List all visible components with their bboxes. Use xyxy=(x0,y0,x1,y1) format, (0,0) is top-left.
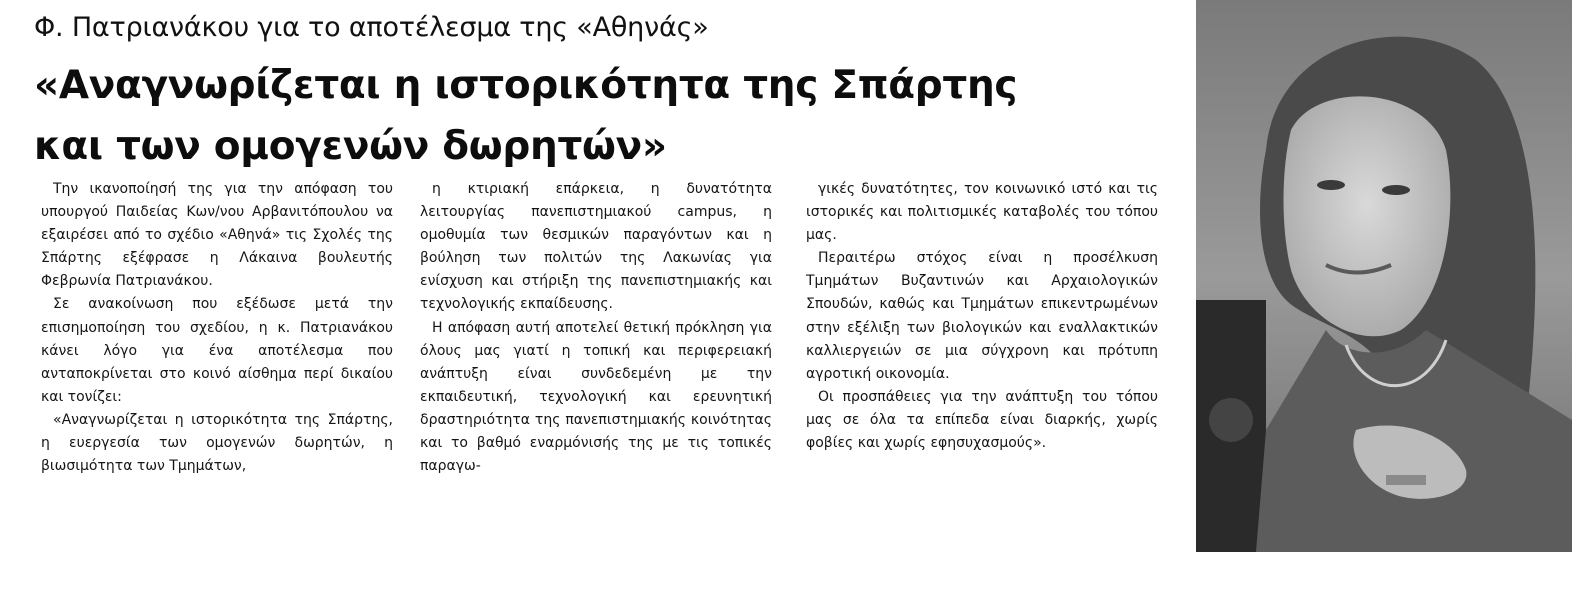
headline-line-1: «Αναγνωρίζεται η ιστορικότητα της Σπάρτης xyxy=(34,63,1018,108)
paragraph: Η απόφαση αυτή αποτελεί θετική πρόκληση για όλους μας γιατί η τοπική και περιφερειακή ανάπτυξη είναι συνδεδεμένη με την εκπαιδευτική, τεχνολογική και ερευνητική δραστηριότητα της πανεπιστημιακής κοινότητας και το βαθμό εναρμόνισής της με τις τοπικές παραγω- xyxy=(420,319,772,475)
paragraph: Οι προσπάθειες για την ανάπτυξη του τόπου μας σε όλα τα επίπεδα είναι διαρκής, χωρίς φοβίες και χωρίς εφησυχασμούς». xyxy=(806,388,1158,452)
paragraph: Την ικανοποίησή της για την απόφαση του υπουργού Παιδείας Κων/νου Αρβανιτόπουλου να εξαιρέσει από το σχέδιο «Αθηνά» τις Σχολές της Σπάρτης εξέφρασε η Λάκαινα βουλευτής Φεβρωνία Πατριανάκου. xyxy=(41,181,393,290)
portrait-photo xyxy=(1196,0,1572,552)
article-column-1 xyxy=(41,178,393,478)
paragraph: «Αναγνωρίζεται η ιστορικότητα της Σπάρτης, η ευεργεσία των ομογενών δωρητών, η βιωσιμότητα των Τμημάτων, xyxy=(41,411,393,475)
article-column-3 xyxy=(806,178,1158,455)
paragraph: Σε ανακοίνωση που εξέδωσε μετά την επισημοποίηση του σχεδίου, η κ. Πατριανάκου κάνει λόγο για ένα αποτέλεσμα που ανταποκρίνεται στο κοινό αίσθημα περί δικαίου και τονίζει: xyxy=(41,296,393,405)
paragraph: η κτιριακή επάρκεια, η δυνατότητα λειτουργίας πανεπιστημιακού campus, η ομοθυμία των θεσμικών παραγόντων και η βούληση των πολιτών της Λακωνίας για ενίσχυση και στήριξη της πανεπιστημιακής και τεχνολογικής εκπαίδευσης. xyxy=(420,181,772,313)
paragraph: Περαιτέρω στόχος είναι η προσέλκυση Τμημάτων Βυζαντινών και Αρχαιολογικών Σπουδών, καθώς και Τμημάτων επικεντρωμένων στην εξέλιξη των βιολογικών και εναλλακτικών καλλιεργειών σε μια σύγχρονη και πρότυπη αγροτική οικονομία. xyxy=(806,250,1158,382)
paragraph: γικές δυνατότητες, τον κοινωνικό ιστό και τις ιστορικές και πολιτισμικές καταβολές του τόπου μας. xyxy=(806,181,1158,244)
article-column-2 xyxy=(420,178,772,478)
headline xyxy=(34,55,1017,177)
kicker: Φ. Πατριανάκου για το αποτέλεσμα της «Αθηνάς» xyxy=(34,12,709,43)
headline-line-2: και των ομογενών δωρητών» xyxy=(34,124,667,169)
